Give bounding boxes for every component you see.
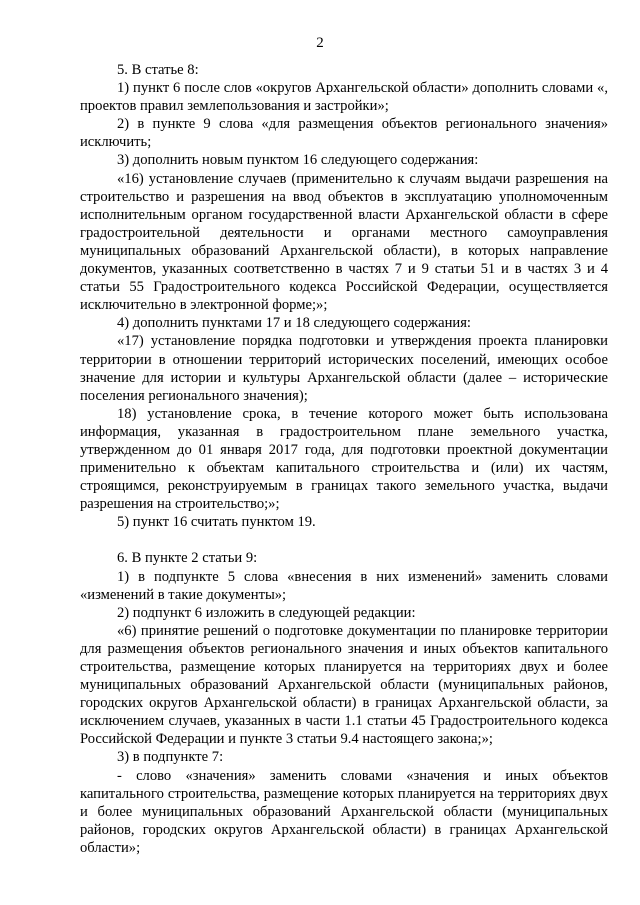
paragraph-5-1: 1) пункт 6 после слов «округов Архангельской области» дополнить словами «, проектов правил землепользования и застройки»;	[80, 80, 608, 115]
paragraph-5-2: 2) в пункте 9 слова «для размещения объектов регионального значения» исключить;	[80, 116, 608, 151]
paragraph-dash-item: - слово «значения» заменить словами «значения и иных объектов капитального строительства, размещение которых планируется на территориях двух и более муниципальных образований Архангельской области (муниципальных районов, городских округов Архангельской области) в границах Архангельской области»;	[80, 767, 608, 856]
paragraph-5-3: 3) дополнить новым пунктом 16 следующего содержания:	[117, 152, 479, 169]
section-heading-5: 5. В статье 8:	[117, 62, 199, 78]
section-heading-6: 6. В пункте 2 статьи 9:	[117, 550, 258, 567]
document-body	[80, 61, 608, 857]
paragraph-item-16: «16) установление случаев (применительно к случаям выдачи разрешения на строительство и разрешения на ввод объектов в эксплуатацию уполномоченным исполнительным органом государственной власти Архангельской области в сфере градостроительной деятельности и органами местного самоуправления муниципальных образований Архангельской области), в которых направление документов, указанных соответственно в частях 7 и 9 статьи 51 и в частях 3 и 4 статьи 55 Градостроительного кодекса Российской Федерации, осуществляется исключительно в электронной форме;»;	[80, 170, 608, 314]
paragraph-item-17: «17) установление порядка подготовки и утверждения проекта планировки территории в отношении территорий исторических поселений, имеющих особое значение для истории и культуры Архангельской области (далее – исторические поселения регионального значения);	[80, 333, 608, 404]
paragraph-5-5: 5) пункт 16 считать пунктом 19.	[117, 514, 316, 531]
section-gap	[80, 531, 608, 549]
page-number: 2	[316, 35, 324, 51]
paragraph-item-18: 18) установление срока, в течение которого может быть использована информация, указанная в градостроительном плане земельного участка, утвержденном до 01 января 2017 года, для подготовки проектной документации применительно к объектам капитального строительства и (или) их частям, строящимся, реконструируемым в границах такого земельного участка, выдачи разрешения на строительство;»;	[80, 405, 608, 513]
paragraph-6-2: 2) подпункт 6 изложить в следующей редакции:	[117, 604, 416, 621]
paragraph-item-6: «6) принятие решений о подготовке документации по планировке территории для размещения объектов регионального значения и иных объектов капитального строительства, размещение которых планируется на территориях двух и более муниципальных образований Архангельской области (муниципальных районов, городских округов Архангельской области) в границах Архангельской области, за исключением случаев, указанных в части 1.1 статьи 45 Градостроительного кодекса Российской Федерации и пункте 3 статьи 9.4 настоящего закона;»;	[80, 622, 608, 748]
paragraph-6-3: 3) в подпункте 7:	[117, 749, 224, 766]
paragraph-5-4: 4) дополнить пунктами 17 и 18 следующего содержания:	[117, 315, 471, 332]
paragraph-6-1: 1) в подпункте 5 слова «внесения в них изменений» заменить словами «изменений в такие документы»;	[80, 568, 608, 603]
